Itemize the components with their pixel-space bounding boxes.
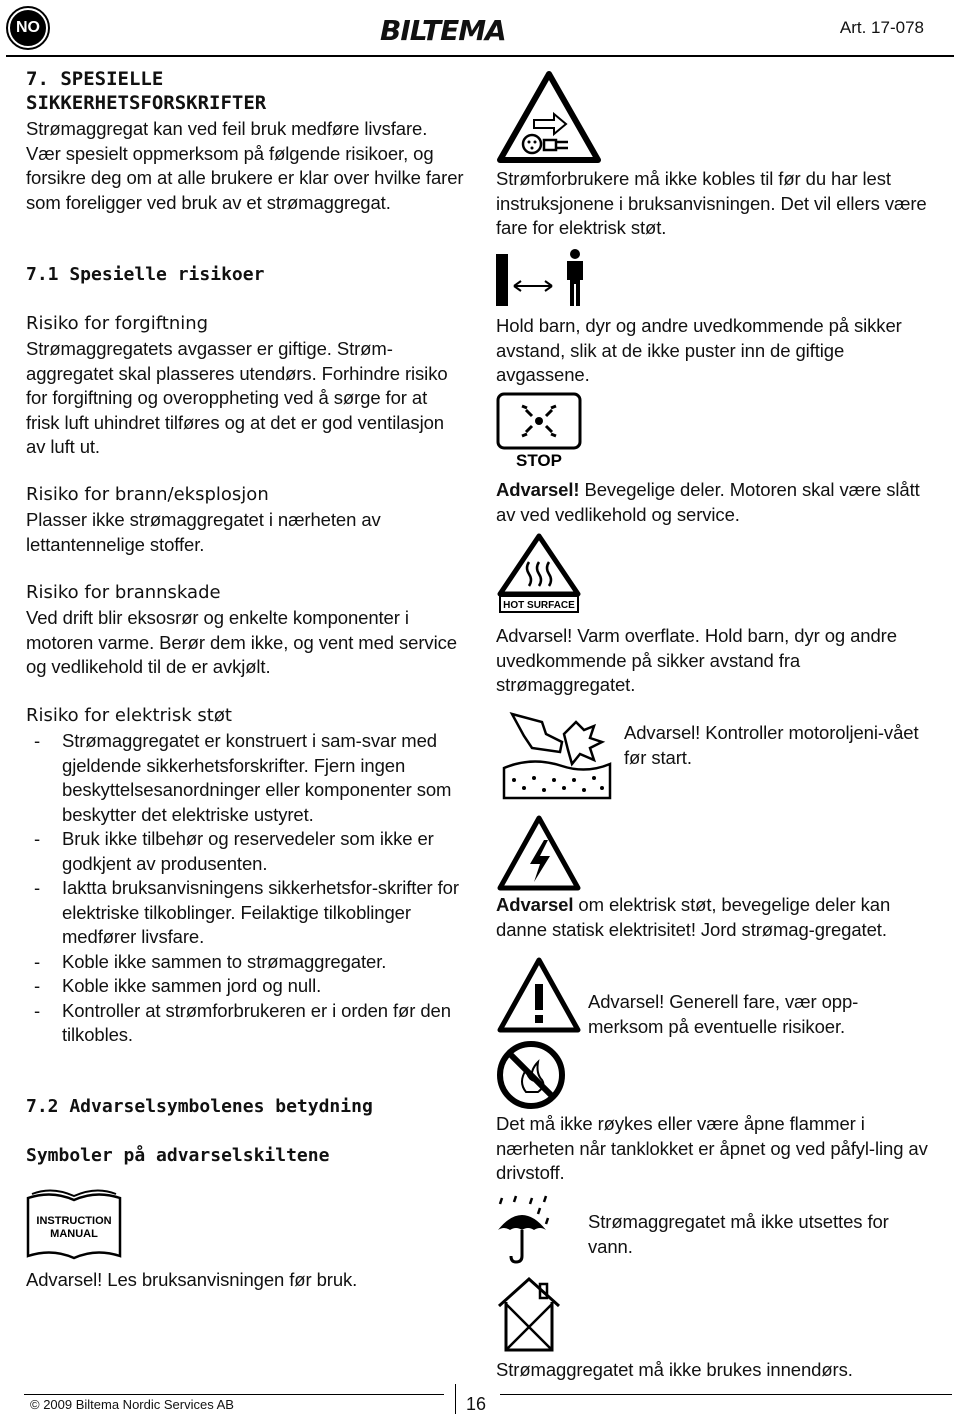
- keep-distance-icon: [496, 248, 590, 308]
- hot-surface-label: HOT SURFACE: [503, 600, 575, 611]
- list-item: - Koble ikke sammen to strømaggregater.: [26, 950, 466, 975]
- no-indoor-use-icon: [496, 1276, 562, 1354]
- plug-warning-text: Strømforbrukere må ikke kobles til før du har lest instruksjonene i bruksanvisningen. Det vil ellers være fare for elektrisk støt.: [496, 168, 927, 238]
- footer-rule-right: [500, 1394, 952, 1395]
- list-item: - Koble ikke sammen jord og null.: [26, 974, 466, 999]
- oil-check-icon: [502, 708, 612, 800]
- electric-shock-icon: [496, 814, 582, 892]
- risk-burn-text: Ved drift blir eksosrør og enkelte komponenter i motoren varme. Berør dem ikke, og vent med service og vedlikehold til de er avkjølt.: [26, 607, 457, 677]
- manual-icon-line2: MANUAL: [50, 1228, 98, 1240]
- copyright-notice: © 2009 Biltema Nordic Services AB: [30, 1397, 234, 1412]
- hot-surface-icon: [496, 532, 582, 614]
- moving-parts-text: [496, 478, 936, 527]
- risk-fire-text: Plasser ikke strømaggregatet i nærheten av lettantennelige stoffer.: [26, 509, 381, 555]
- footer-rule-left: [24, 1394, 444, 1395]
- risk-elec-list: [26, 729, 466, 1048]
- electric-shock-rest: om elektrisk støt, bevegelige deler kan danne statisk elektrisitet! Jord strømag-gregatet.: [496, 894, 891, 940]
- risk-elec-title: Risiko for elektrisk støt: [26, 705, 232, 726]
- no-smoking-icon: [496, 1040, 566, 1110]
- stop-label: STOP: [516, 451, 562, 470]
- manual-warning: Advarsel! Les bruksanvisningen før bruk.: [26, 1269, 358, 1290]
- electric-shock-text: [496, 893, 936, 942]
- article-number: Art. 17-078: [839, 18, 924, 37]
- moving-parts-bold: Advarsel!: [496, 479, 580, 500]
- general-danger-text: Advarsel! Generell fare, vær opp-merksom på eventuelle risikoer.: [588, 991, 859, 1037]
- distance-text: Hold barn, dyr og andre uvedkommende på sikker avstand, slik at de ikke puster inn de giftige avgassene.: [496, 315, 902, 385]
- header-rule: [6, 55, 954, 57]
- water-text: Strømaggregatet må ikke utsettes for vann.: [588, 1211, 889, 1257]
- hot-surface-text: Advarsel! Varm overflate. Hold barn, dyr og andre uvedkommende på sikker avstand fra strømaggregatet.: [496, 625, 897, 695]
- general-danger-icon: [496, 956, 582, 1034]
- symbols-title: Symboler på advarselskiltene: [26, 1145, 330, 1166]
- manual-icon-line1: INSTRUCTION: [36, 1215, 112, 1227]
- section-7-intro: Strømaggregat kan ved feil bruk medføre livsfare. Vær spesielt oppmerksom på følgende risikoer, og forsikre deg om at alle brukere er klar over hvilke farer som foreligger ved bruk av et strømaggregat.: [26, 118, 464, 213]
- moving-parts-rest: Bevegelige deler. Motoren skal være slått av ved vedlikehold og service.: [496, 479, 920, 525]
- umbrella-rain-icon: [496, 1196, 554, 1266]
- risk-fire-title: Risiko for brann/eksplosjon: [26, 484, 269, 505]
- list-item: - Kontroller at strømforbrukeren er i orden før den tilkobles.: [26, 999, 466, 1048]
- brand-logo: BILTEMA: [380, 14, 506, 47]
- risk-poison-title: Risiko for forgiftning: [26, 313, 209, 334]
- section-7-1-title: 7.1 Spesielle risikoer: [26, 264, 265, 285]
- instruction-manual-icon: [26, 1190, 122, 1262]
- list-item: - Bruk ikke tilbehør og reservedeler som ikke er godkjent av produsenten.: [26, 827, 466, 876]
- risk-burn-title: Risiko for brannskade: [26, 582, 221, 603]
- section-7-title-line1: 7. SPESIELLE: [26, 68, 164, 90]
- no-smoking-text: Det må ikke røykes eller være åpne flammer i nærheten når tanklokket er åpnet og ved påfyl-ling av drivstoff.: [496, 1113, 928, 1183]
- language-code: NO: [8, 8, 48, 48]
- risk-poison-text: Strømaggregatets avgasser er giftige. Strøm-aggregatet skal plasseres utendørs. Forhindre risiko for forgiftning og overoppheting ved å sørge for at frisk luft uhindret tilføres og at det er god ventilasjon av luft ut.: [26, 338, 448, 457]
- moving-parts-stop-icon: [496, 392, 582, 472]
- electric-shock-bold: Advarsel: [496, 894, 574, 915]
- page-number: 16: [466, 1394, 487, 1414]
- oil-check-text: Advarsel! Kontroller motoroljeni-vået før start.: [624, 722, 919, 768]
- no-indoor-text: Strømaggregatet må ikke brukes innendørs.: [496, 1359, 853, 1380]
- section-7-title-line2: SIKKERHETSFORSKRIFTER: [26, 92, 267, 114]
- language-badge: [6, 6, 50, 50]
- page-separator: [455, 1384, 456, 1414]
- electric-plug-warning-icon: [496, 70, 602, 164]
- list-item: - Iaktta bruksanvisningens sikkerhetsfor-skrifter for elektriske tilkoblinger. Feilaktige tilkoblinger medfører livsfare.: [26, 876, 466, 950]
- list-item: - Strømaggregatet er konstruert i sam-svar med gjeldende sikkerhetsforskrifter. Fjern ingen beskyttelsesanordninger eller komponenter som beskytter det elektriske ustyret.: [26, 729, 466, 827]
- section-7-2-title: 7.2 Advarselsymbolenes betydning: [26, 1096, 373, 1117]
